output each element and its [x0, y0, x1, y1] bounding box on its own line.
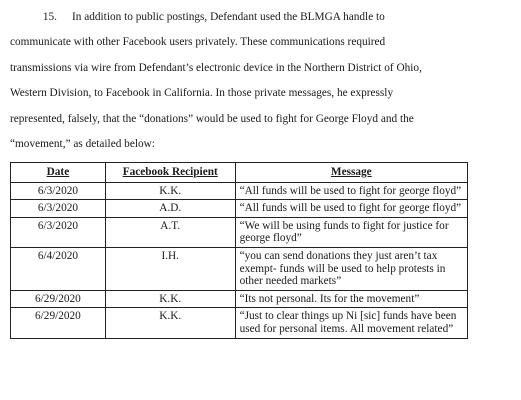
- paragraph-line: represented, falsely, that the “donations” would be used to fight for George Floyd and the: [10, 112, 414, 125]
- paragraph-line: transmissions via wire from Defendant’s electronic device in the Northern District of Ohio,: [10, 61, 422, 74]
- paragraph-line: “movement,” as detailed below:: [10, 138, 155, 151]
- message-cell: “Its not personal. Its for the movement”: [235, 290, 467, 308]
- paragraph-number: 15.: [42, 11, 57, 23]
- recipient-cell: A.T.: [105, 217, 235, 247]
- recipient-cell: A.D.: [105, 200, 235, 218]
- recipient-cell: I.H.: [105, 247, 235, 290]
- column-header-message: Message: [235, 163, 467, 183]
- date-cell: 6/3/2020: [11, 200, 106, 218]
- table-row: [11, 217, 468, 247]
- table-row: [11, 308, 468, 338]
- table-row: [11, 247, 468, 290]
- recipient-cell: K.K.: [105, 182, 235, 200]
- recipient-cell: K.K.: [105, 290, 235, 308]
- table-row: [11, 182, 468, 200]
- date-cell: 6/29/2020: [11, 308, 106, 338]
- table-row: [11, 290, 468, 308]
- message-cell: “All funds will be used to fight for george floyd”: [235, 200, 467, 218]
- paragraph-line: communicate with other Facebook users privately. These communications required: [10, 36, 386, 49]
- paragraph-line: Western Division, to Facebook in California. In those private messages, he expressly: [10, 87, 394, 100]
- paragraph-line: [10, 5, 510, 30]
- recipient-cell: K.K.: [105, 308, 235, 338]
- message-cell: “We will be using funds to fight for justice for george floyd”: [235, 217, 467, 247]
- date-cell: 6/3/2020: [11, 217, 106, 247]
- message-cell: “Just to clear things up Ni [sic] funds have been used for personal items. All movement related”: [235, 308, 467, 338]
- table-header-row: [11, 163, 468, 183]
- column-header-date: Date: [11, 163, 106, 183]
- paragraph-15: [10, 5, 510, 157]
- column-header-recipient: Facebook Recipient: [105, 163, 235, 183]
- message-cell: “you can send donations they just aren’t tax exempt- funds will be used to help protests in other needed markets”: [235, 247, 467, 290]
- date-cell: 6/29/2020: [11, 290, 106, 308]
- message-cell: “All funds will be used to fight for george floyd”: [235, 182, 467, 200]
- date-cell: 6/3/2020: [11, 182, 106, 200]
- messages-table: [10, 162, 468, 339]
- date-cell: 6/4/2020: [11, 247, 106, 290]
- table-row: [11, 200, 468, 218]
- paragraph-text: In addition to public postings, Defendant used the BLMGA handle to: [72, 11, 385, 23]
